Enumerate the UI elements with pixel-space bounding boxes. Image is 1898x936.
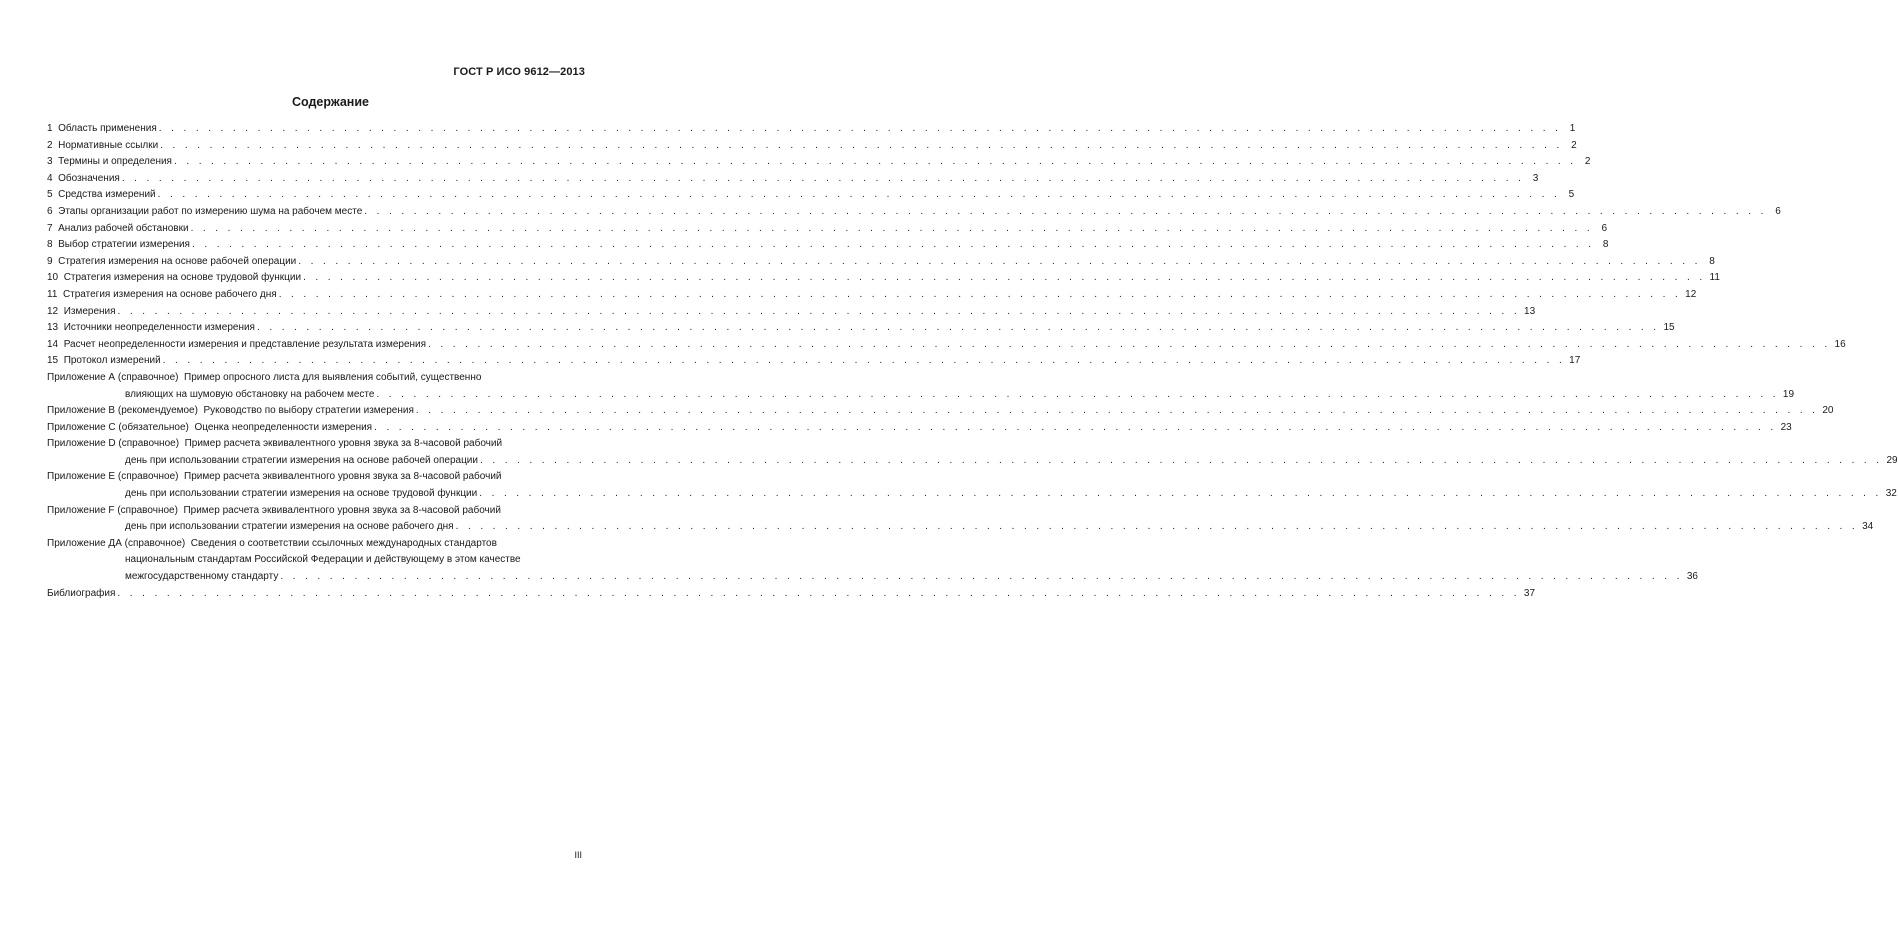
toc-entry[interactable]	[47, 121, 1576, 138]
leader-dots: . . . . . . . . . . . . . . . . . . . . . . . . . . . . . . . . . . . . . . . . . . . . . . . . . . . . . . . . . . . . . . . . . . . . . . . . . . . . . . . . . . . . . . . . . . . . . . . . . . . . . . . . . . . . . . . . . .	[117, 305, 1521, 317]
leader-dots: . . . . . . . . . . . . . . . . . . . . . . . . . . . . . . . . . . . . . . . . . . . . . . . . . . . . . . . . . . . . . . . . . . . . . . . . . . . . . . . . . . . . . . . . . . . . . . . . . . . . . . . . . . . . . . . . . .	[364, 205, 1767, 217]
entry-number: 11	[47, 288, 63, 300]
annex-title: Приложение В (рекомендуемое) Руководство по выбору стратегии измерения	[47, 405, 414, 417]
toc-entry[interactable]	[47, 221, 1608, 238]
leader-dots: . . . . . . . . . . . . . . . . . . . . . . . . . . . . . . . . . . . . . . . . . . . . . . . . . . . . . . . . . . . . . . . . . . . . . . . . . . . . . . . . . . . . . . . . . . . . . . . . . . . . . . . . . . . . . . . . . .	[173, 156, 1577, 168]
leader-dots: . . . . . . . . . . . . . . . . . . . . . . . . . . . . . . . . . . . . . . . . . . . . . . . . . . . . . . . . . . . . . . . . . . . . . . . . . . . . . . . . . . . . . . . . . . . . . . . . . . . . . . . . . . . . . . . . . .	[160, 139, 1563, 151]
entry-number: 4	[47, 172, 59, 184]
toc-annex-f[interactable]	[47, 503, 1874, 536]
annex-page: 37	[1523, 587, 1536, 599]
leader-dots: . . . . . . . . . . . . . . . . . . . . . . . . . . . . . . . . . . . . . . . . . . . . . . . . . . . . . . . . . . . . . . . . . . . . . . . . . . . . . . . . . . . . . . . . . . . . . . . . . . . . . . . . . . . . . . . . . .	[280, 571, 1683, 583]
toc-entry[interactable]	[47, 171, 1539, 188]
entry-title: Обозначения	[58, 172, 120, 184]
annex-title: Приложение D (справочное) Пример расчета эквивалентного уровня звука за 8-часовой рабочий	[47, 438, 503, 450]
entry-number: 9	[47, 255, 59, 267]
leader-dots: . . . . . . . . . . . . . . . . . . . . . . . . . . . . . . . . . . . . . . . . . . . . . . . . . . . . . . . . . . . . . . . . . . . . . . . . . . . . . . . . . . . . . . . . . . . . . . . . . . . . . . . . . . . . . . . . . .	[190, 222, 1594, 234]
entry-page: 17	[1569, 355, 1581, 367]
toc-annex-b[interactable]	[47, 403, 1834, 420]
annex-page: 36	[1686, 571, 1698, 583]
toc-title: Содержание	[291, 95, 369, 109]
leader-dots: . . . . . . . . . . . . . . . . . . . . . . . . . . . . . . . . . . . . . . . . . . . . . . . . . . . . . . . . . . . . . . . . . . . . . . . . . . . . . . . . . . . . . . . . . . . . . . . . . . . . . . . . . . . . . . . . . .	[428, 338, 1831, 350]
page-number: III	[574, 850, 582, 860]
toc-entry[interactable]	[47, 320, 1675, 337]
entry-page: 8	[1709, 255, 1715, 267]
table-of-contents	[47, 121, 1898, 602]
entry-title: Источники неопределенности измерения	[63, 322, 255, 334]
entry-number: 8	[47, 239, 59, 251]
leader-dots: . . . . . . . . . . . . . . . . . . . . . . . . . . . . . . . . . . . . . . . . . . . . . . . . . . . . . . . . . . . . . . . . . . . . . . . . . . . . . . . . . . . . . . . . . . . . . . . . . . . . . . . . . . . . . . . . . .	[191, 239, 1595, 251]
annex-title: Приложение ДА (справочное) Сведения о соответствии ссылочных международных стандартов	[47, 537, 497, 549]
entry-page: 5	[1568, 189, 1575, 201]
annex-page: 23	[1780, 421, 1792, 433]
toc-entry[interactable]	[47, 154, 1591, 171]
annex-page: 29	[1886, 454, 1898, 466]
entry-number: 10	[47, 272, 64, 284]
toc-bibliography[interactable]	[47, 586, 1536, 603]
toc-entry[interactable]	[47, 337, 1846, 354]
entry-page: 11	[1709, 272, 1720, 284]
entry-page: 13	[1524, 305, 1536, 317]
entry-number: 12	[47, 305, 64, 317]
leader-dots: . . . . . . . . . . . . . . . . . . . . . . . . . . . . . . . . . . . . . . . . . . . . . . . . . . . . . . . . . . . . . . . . . . . . . . . . . . . . . . . . . . . . . . . . . . . . . . . . . . . . . . . . . . . . . . . . . .	[256, 322, 1660, 334]
leader-dots: . . . . . . . . . . . . . . . . . . . . . . . . . . . . . . . . . . . . . . . . . . . . . . . . . . . . . . . . . . . . . . . . . . . . . . . . . . . . . . . . . . . . . . . . . . . . . . . . . . . . . . . . . . . . . . . . . .	[298, 255, 1701, 267]
entry-title: Стратегия измерения на основе трудовой функции	[63, 272, 302, 284]
annex-title-continued: влияющих на шумовую обстановку на рабочем месте	[125, 388, 375, 400]
leader-dots: . . . . . . . . . . . . . . . . . . . . . . . . . . . . . . . . . . . . . . . . . . . . . . . . . . . . . . . . . . . . . . . . . . . . . . . . . . . . . . . . . . . . . . . . . . . . . . . . . . . . . . . . . . . . . . . . . .	[162, 355, 1566, 367]
annex-title: Приложение А (справочное) Пример опросного листа для выявления событий, существенно	[47, 371, 482, 383]
toc-annex-a[interactable]	[47, 370, 1795, 403]
entry-number: 6	[47, 205, 59, 217]
entry-number: 7	[47, 222, 59, 234]
toc-annex-d[interactable]	[47, 436, 1898, 469]
annex-title-continued: день при использовании стратегии измерения на основе рабочей операции	[125, 454, 478, 466]
toc-entry[interactable]	[47, 304, 1536, 321]
entry-number: 13	[47, 322, 64, 334]
toc-entry[interactable]	[47, 138, 1577, 155]
entry-title: Средства измерений	[58, 189, 156, 201]
toc-entry[interactable]	[47, 237, 1609, 254]
entry-page: 16	[1834, 338, 1846, 350]
leader-dots: . . . . . . . . . . . . . . . . . . . . . . . . . . . . . . . . . . . . . . . . . . . . . . . . . . . . . . . . . . . . . . . . . . . . . . . . . . . . . . . . . . . . . . . . . . . . . . . . . . . . . . . . . . . . . . . . . .	[157, 189, 1561, 201]
leader-dots: . . . . . . . . . . . . . . . . . . . . . . . . . . . . . . . . . . . . . . . . . . . . . . . . . . . . . . . . . . . . . . . . . . . . . . . . . . . . . . . . . . . . . . . . . . . . . . . . . . . . . . . . . . . . . . . . . .	[117, 587, 1520, 599]
leader-dots: . . . . . . . . . . . . . . . . . . . . . . . . . . . . . . . . . . . . . . . . . . . . . . . . . . . . . . . . . . . . . . . . . . . . . . . . . . . . . . . . . . . . . . . . . . . . . . . . . . . . . . . . . . . . . . . . . .	[415, 405, 1819, 417]
leader-dots: . . . . . . . . . . . . . . . . . . . . . . . . . . . . . . . . . . . . . . . . . . . . . . . . . . . . . . . . . . . . . . . . . . . . . . . . . . . . . . . . . . . . . . . . . . . . . . . . . . . . . . . . . . . . . . . . . .	[479, 488, 1882, 500]
annex-title-continued: день при использовании стратегии измерения на основе рабочего дня	[125, 521, 454, 533]
entry-number: 1	[47, 123, 59, 134]
annex-title: Приложение Е (справочное) Пример расчета эквивалентного уровня звука за 8-часовой рабочий	[47, 471, 502, 483]
leader-dots: . . . . . . . . . . . . . . . . . . . . . . . . . . . . . . . . . . . . . . . . . . . . . . . . . . . . . . . . . . . . . . . . . . . . . . . . . . . . . . . . . . . . . . . . . . . . . . . . . . . . . . . . . . . . . . . . . .	[121, 172, 1525, 184]
toc-entry[interactable]	[47, 270, 1720, 287]
entry-number: 2	[47, 139, 59, 151]
toc-annex-c[interactable]	[47, 420, 1792, 437]
toc-annex-da[interactable]	[47, 536, 1698, 586]
annex-page: 19	[1782, 388, 1795, 400]
entry-number: 14	[47, 338, 64, 350]
entry-number: 3	[47, 156, 59, 168]
entry-title: Расчет неопределенности измерения и представление результата измерения	[63, 338, 427, 350]
entry-page: 8	[1602, 239, 1609, 251]
entry-title: Область применения	[58, 123, 157, 134]
toc-entry[interactable]	[47, 287, 1697, 304]
entry-page: 1	[1569, 123, 1576, 134]
entry-number: 15	[47, 355, 64, 367]
entry-number: 5	[47, 189, 59, 201]
entry-title: Выбор стратегии измерения	[58, 239, 190, 251]
entry-title: Анализ рабочей обстановки	[58, 222, 189, 234]
entry-page: 15	[1663, 322, 1675, 334]
entry-title: Нормативные ссылки	[58, 139, 159, 151]
document-code: ГОСТ Р ИСО 9612—2013	[453, 66, 585, 78]
annex-page: 20	[1822, 405, 1834, 417]
entry-title: Протокол измерений	[63, 355, 161, 367]
annex-page: 34	[1862, 521, 1874, 533]
annex-title: Библиография	[47, 587, 116, 599]
toc-entry[interactable]	[47, 187, 1575, 204]
leader-dots: . . . . . . . . . . . . . . . . . . . . . . . . . . . . . . . . . . . . . . . . . . . . . . . . . . . . . . . . . . . . . . . . . . . . . . . . . . . . . . . . . . . . . . . . . . . . . . . . . . . . . . . . . . . . . . . . . .	[455, 521, 1859, 533]
entry-title: Термины и определения	[58, 156, 172, 168]
entry-title: Стратегия измерения на основе рабочего дня	[62, 288, 277, 300]
entry-title: Стратегия измерения на основе рабочей операции	[58, 255, 297, 267]
entry-page: 2	[1571, 139, 1577, 151]
entry-page: 6	[1601, 222, 1608, 234]
entry-page: 3	[1532, 172, 1539, 184]
leader-dots: . . . . . . . . . . . . . . . . . . . . . . . . . . . . . . . . . . . . . . . . . . . . . . . . . . . . . . . . . . . . . . . . . . . . . . . . . . . . . . . . . . . . . . . . . . . . . . . . . . . . . . . . . . . . . . . . . .	[374, 421, 1777, 433]
annex-title: Приложение F (справочное) Пример расчета эквивалентного уровня звука за 8-часовой рабочий	[47, 504, 501, 516]
annex-title-continued: национальным стандартам Российской Федерации и действующему в этом качестве	[125, 554, 521, 566]
annex-title-continued: день при использовании стратегии измерения на основе трудовой функции	[125, 488, 478, 500]
toc-annex-e[interactable]	[47, 469, 1897, 502]
leader-dots: . . . . . . . . . . . . . . . . . . . . . . . . . . . . . . . . . . . . . . . . . . . . . . . . . . . . . . . . . . . . . . . . . . . . . . . . . . . . . . . . . . . . . . . . . . . . . . . . . . . . . . . . . . . . . . . . . .	[278, 288, 1682, 300]
leader-dots: . . . . . . . . . . . . . . . . . . . . . . . . . . . . . . . . . . . . . . . . . . . . . . . . . . . . . . . . . . . . . . . . . . . . . . . . . . . . . . . . . . . . . . . . . . . . . . . . . . . . . . . . . . . . . . . . . .	[376, 388, 1779, 400]
entry-page: 2	[1584, 156, 1591, 168]
toc-entry[interactable]	[47, 204, 1781, 221]
leader-dots: . . . . . . . . . . . . . . . . . . . . . . . . . . . . . . . . . . . . . . . . . . . . . . . . . . . . . . . . . . . . . . . . . . . . . . . . . . . . . . . . . . . . . . . . . . . . . . . . . . . . . . . . . . . . . . . . . .	[158, 123, 1562, 134]
leader-dots: . . . . . . . . . . . . . . . . . . . . . . . . . . . . . . . . . . . . . . . . . . . . . . . . . . . . . . . . . . . . . . . . . . . . . . . . . . . . . . . . . . . . . . . . . . . . . . . . . . . . . . . . . . . . . . . . . .	[479, 454, 1883, 466]
annex-page: 32	[1885, 488, 1897, 500]
entry-page: 6	[1775, 205, 1781, 217]
annex-title-continued: межгосударственному стандарту	[125, 571, 279, 583]
entry-title: Измерения	[63, 305, 116, 317]
toc-entry[interactable]	[47, 254, 1715, 271]
entry-title: Этапы организации работ по измерению шума на рабочем месте	[58, 205, 363, 217]
annex-title: Приложение С (обязательное) Оценка неопределенности измерения	[47, 421, 373, 433]
entry-page: 12	[1685, 288, 1697, 300]
toc-entry[interactable]	[47, 353, 1581, 370]
leader-dots: . . . . . . . . . . . . . . . . . . . . . . . . . . . . . . . . . . . . . . . . . . . . . . . . . . . . . . . . . . . . . . . . . . . . . . . . . . . . . . . . . . . . . . . . . . . . . . . . . . . . . . . . . . . . . . . . . .	[303, 272, 1706, 284]
